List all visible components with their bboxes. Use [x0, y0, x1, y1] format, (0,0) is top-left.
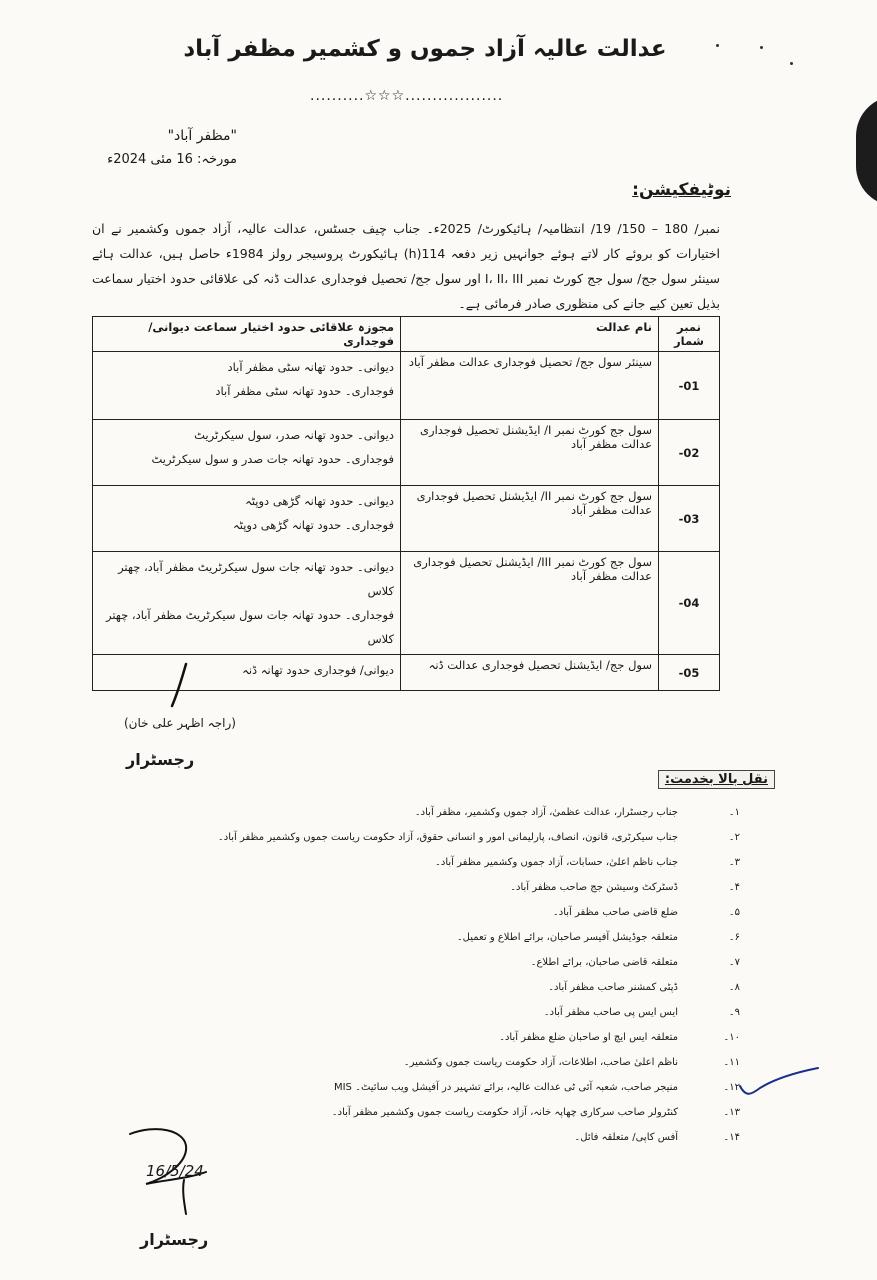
row-jurisdiction: [93, 552, 401, 655]
notification-body: نمبر/ 180 – 150/ 19/ انتظامیہ/ ہائیکورٹ/ 2025ء۔ جناب چیف جسٹس، عدالت عالیہ، آزاد جموں وکشمیر نے ان اختیارات کو بروئے کار لاتے ہوئے جوانہیں زیر دفعہ 114(h) ہائیکورٹ پروسیجر رولز 1984ء حاصل ہیں، عدالت ہائے سینئر سول جج/ سول جج کورٹ نمبر I، II، III اور سول جج/ تحصیل فوجداری عدالت ڈنہ کی علاقائی حدود اختیار سماعت بذیل تعین کیے جانے کی منظوری صادر فرمائی ہے۔: [92, 221, 721, 311]
item-number: ۱۔: [728, 807, 740, 818]
jurisdiction-civil: دیوانی۔ حدود تھانہ گڑھی دوپٹہ: [245, 494, 394, 508]
table-row: [93, 486, 720, 552]
jurisdiction-table: [92, 316, 720, 691]
row-number: 03-: [659, 486, 720, 552]
row-number: 05-: [659, 655, 720, 691]
item-text: جناب رجسٹرار، عدالت عظمیٰ، آزاد جموں وکشمیر، مظفر آباد۔: [414, 807, 678, 818]
copy-to-list: [180, 800, 740, 1150]
item-text: ناظم اعلیٰ صاحب، اطلاعات، آزاد حکومت ریاست جموں وکشمیر۔: [403, 1057, 678, 1068]
row-jurisdiction: [93, 655, 401, 691]
item-number: ۹۔: [728, 1007, 740, 1018]
list-item: [180, 850, 740, 875]
copy-to-heading: نقل بالا بخدمت:: [658, 770, 775, 789]
row-court: سول جج کورٹ نمبر I/ ایڈیشنل تحصیل فوجداری عدالت مظفر آباد: [401, 420, 659, 486]
row-court: سول جج/ ایڈیشنل تحصیل فوجداری عدالت ڈنہ: [401, 655, 659, 691]
list-item: [180, 1000, 740, 1025]
item-text: متعلقہ قاضی صاحبان، برائے اطلاع۔: [530, 957, 678, 968]
jurisdiction-civil-criminal: دیوانی/ فوجداری حدود تھانہ ڈنہ: [242, 663, 394, 677]
jurisdiction-civil: دیوانی۔ حدود تھانہ سٹی مظفر آباد: [227, 360, 394, 374]
list-item: [180, 975, 740, 1000]
row-jurisdiction: [93, 352, 401, 420]
list-item: [180, 900, 740, 925]
header-ornament: ..........☆☆☆..................: [310, 88, 504, 104]
item-text: جناب سیکرٹری، قانون، انصاف، پارلیمانی امور و انسانی حقوق، آزاد حکومت ریاست جموں وکشمیر مظفر آباد۔: [217, 832, 678, 843]
item-number: ۱۱۔: [723, 1057, 740, 1068]
place-line: "مظفر آباد": [167, 128, 237, 144]
item-number: ۲۔: [728, 832, 740, 843]
item-text: ڈپٹی کمشنر صاحب مظفر آباد۔: [548, 982, 678, 993]
table-row: [93, 552, 720, 655]
row-court: سول جج کورٹ نمبر II/ ایڈیشنل تحصیل فوجداری عدالت مظفر آباد: [401, 486, 659, 552]
jurisdiction-criminal: فوجداری۔ حدود تھانہ جات صدر و سول سیکرٹریٹ: [151, 452, 394, 466]
item-text: ضلع قاضی صاحب مظفر آباد۔: [552, 907, 678, 918]
row-number: 02-: [659, 420, 720, 486]
item-number: ۱۰۔: [723, 1032, 740, 1043]
tick-mark: [736, 1064, 822, 1100]
jurisdiction-civil: دیوانی۔ حدود تھانہ صدر، سول سیکرٹریٹ: [194, 428, 394, 442]
margin-mark: [790, 62, 793, 65]
item-number: ۱۴۔: [723, 1132, 740, 1143]
date-line: مورخہ: 16 مئی 2024ء: [107, 152, 237, 167]
list-item: [180, 1025, 740, 1050]
signature-date: 16/5/24: [146, 1162, 204, 1180]
row-number: 01-: [659, 352, 720, 420]
item-text: جناب ناظم اعلیٰ، حسابات، آزاد جموں وکشمیر مظفر آباد۔: [435, 857, 678, 868]
item-text: ڈسٹرکٹ وسیشن جج صاحب مظفر آباد۔: [510, 882, 678, 893]
row-jurisdiction: [93, 420, 401, 486]
list-item: [180, 1100, 740, 1125]
header-number: نمبر شمار: [659, 317, 720, 352]
list-item: [180, 1125, 740, 1150]
table-header-row: [93, 317, 720, 352]
jurisdiction-criminal: فوجداری۔ حدود تھانہ گڑھی دوپٹہ: [232, 518, 394, 532]
item-number: ۸۔: [728, 982, 740, 993]
header-jurisdiction: مجوزہ علاقائی حدود اختیار سماعت دیوانی/ فوجداری: [93, 317, 401, 352]
list-item: [180, 950, 740, 975]
row-jurisdiction: [93, 486, 401, 552]
signature-stroke: [160, 660, 200, 710]
list-item: [180, 1075, 740, 1100]
jurisdiction-civil: دیوانی۔ حدود تھانہ جات سول سیکرٹریٹ مظفر آباد، چھتر کلاس: [118, 560, 394, 598]
page-edge-shadow: [856, 96, 877, 206]
signatory-name: (راجہ اظہر علی خان): [124, 716, 236, 730]
jurisdiction-criminal: فوجداری۔ حدود تھانہ جات سول سیکرٹریٹ مظفر آباد، چھتر کلاس: [105, 608, 394, 646]
item-text: کنٹرولر صاحب سرکاری چھاپہ خانہ، آزاد حکومت ریاست جموں وکشمیر مظفر آباد۔: [331, 1107, 678, 1118]
row-court: سینئر سول جج/ تحصیل فوجداری عدالت مظفر آباد: [401, 352, 659, 420]
item-number: ۴۔: [728, 882, 740, 893]
item-number: ۱۲۔: [723, 1082, 740, 1093]
notification-label: نوٹیفکیشن:: [632, 180, 731, 200]
item-number: ۱۳۔: [723, 1107, 740, 1118]
registrar-title: رجسٹرار: [140, 1230, 209, 1249]
list-item: [180, 875, 740, 900]
item-number: ۶۔: [728, 932, 740, 943]
table-row: [93, 420, 720, 486]
margin-mark: [716, 44, 719, 47]
item-text: ایس ایس پی صاحب مظفر آباد۔: [543, 1007, 678, 1018]
margin-mark: [760, 46, 763, 49]
item-number: ۷۔: [728, 957, 740, 968]
signatory-title: رجسٹرار: [126, 750, 195, 769]
list-item: [180, 800, 740, 825]
row-court: سول جج کورٹ نمبر III/ ایڈیشنل تحصیل فوجداری عدالت مظفر آباد: [401, 552, 659, 655]
item-text: متعلقہ ایس ایچ او صاحبان ضلع مظفر آباد۔: [499, 1032, 678, 1043]
item-number: ۳۔: [728, 857, 740, 868]
list-item: [180, 925, 740, 950]
item-text: MIS منیجر صاحب، شعبہ آئی ٹی عدالت عالیہ، برائے تشہیر در آفیشل ویب سائیٹ۔: [333, 1082, 678, 1093]
header-court: نام عدالت: [401, 317, 659, 352]
row-number: 04-: [659, 552, 720, 655]
item-text: متعلقہ جوڈیشل آفیسر صاحبان، برائے اطلاع و تعمیل۔: [456, 932, 678, 943]
table-row: [93, 352, 720, 420]
letterhead-title: عدالت عالیہ آزاد جموں و کشمیر مظفر آباد: [183, 36, 667, 62]
list-item: [180, 825, 740, 850]
item-text: آفس کاپی/ متعلقہ فائل۔: [574, 1132, 678, 1143]
list-item: [180, 1050, 740, 1075]
jurisdiction-criminal: فوجداری۔ حدود تھانہ سٹی مظفر آباد: [215, 384, 394, 398]
item-number: ۵۔: [728, 907, 740, 918]
